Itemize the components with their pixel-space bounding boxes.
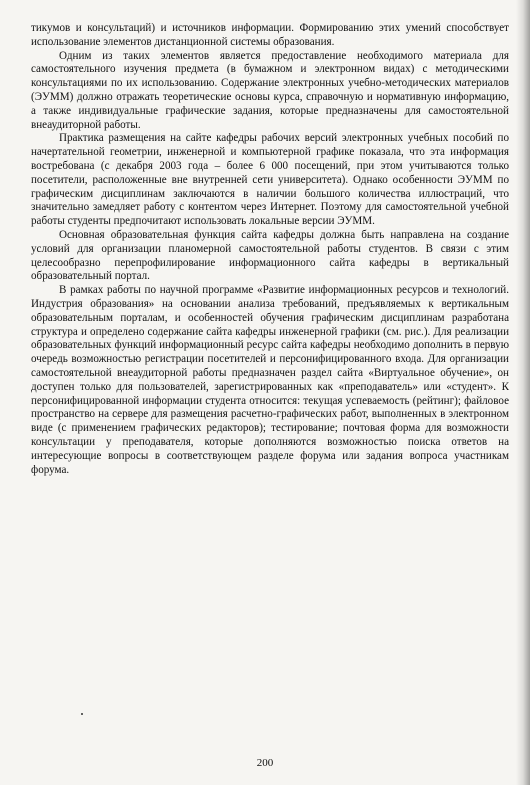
page-number: 200 <box>256 757 274 769</box>
paragraph-1: тикумов и консультаций) и источников информации. Формированию этих умений способствует использование элементов дистанционной системы образования. <box>31 22 509 48</box>
scan-speck <box>81 713 83 715</box>
binding-shadow <box>516 0 530 785</box>
paragraph-4: Основная образовательная функция сайта кафедры должна быть направлена на создание условий для организации планомерной самостоятельной работы студентов. В связи с этим целесообразно перепрофилирование информационного сайта кафедры в вертикальный образовательный портал. <box>31 228 509 283</box>
body-text <box>31 22 509 477</box>
paragraph-3: Практика размещения на сайте кафедры рабочих версий электронных учебных пособий по начертательной геометрии, инженерной и компьютерной графике показала, что эта информация востребована (с декабря 2003 года – более 6 000 посещений, при этом учитываются только посетители, расположенные вне внутренней сети университета). Однако особенности ЭУММ по графическим дисциплинам заключаются в наличии большого количества иллюстраций, что значительно замедляет работу с контентом через Интернет. Поэтому для самостоятельной учебной работы студенты предпочитают использовать локальные версии ЭУММ. <box>31 132 509 228</box>
paragraph-2: Одним из таких элементов является предоставление необходимого материала для самостоятельного изучения предмета (в бумажном и электронном видах) с методическими консультациями по их использованию. Содержание электронных учебно-методических материалов (ЭУММ) должно отражать теоретические основы курса, справочную и нормативную информацию, а также индивидуальные графические задания, которые предназначены для самостоятельной внеаудиторной работы. <box>31 49 509 131</box>
paragraph-5: В рамках работы по научной программе «Развитие информационных ресурсов и технологий. Индустрия образования» на основании анализа требований, предъявляемых к вертикальным образовательным порталам, и особенностей обучения графическим дисциплинам разработана структура и определено содержание сайта кафедры инженерной графики (см. рис.). Для реализации образовательных функций информационный ресурс сайта кафедры необходимо дополнить в первую очередь возможностью регистрации посетителей и персонифицированного входа. Для организации самостоятельной внеаудиторной работы предназначен раздел сайта «Виртуальное обучение», он доступен только для пользователей, зарегистрированных как «преподаватель» или «студент». К персонифицированной информации студента относится: текущая успеваемость (рейтинг); файловое пространство на сервере для размещения расчетно-графических работ, выполненных в электронном виде (с применением графических редакторов); тестирование; почтовая форма для возможности консультации у преподавателя, которые дополняются возможностью поиска ответов на интересующие вопросы в соответствующем разделе форума или задания вопроса участникам форума. <box>31 284 509 476</box>
